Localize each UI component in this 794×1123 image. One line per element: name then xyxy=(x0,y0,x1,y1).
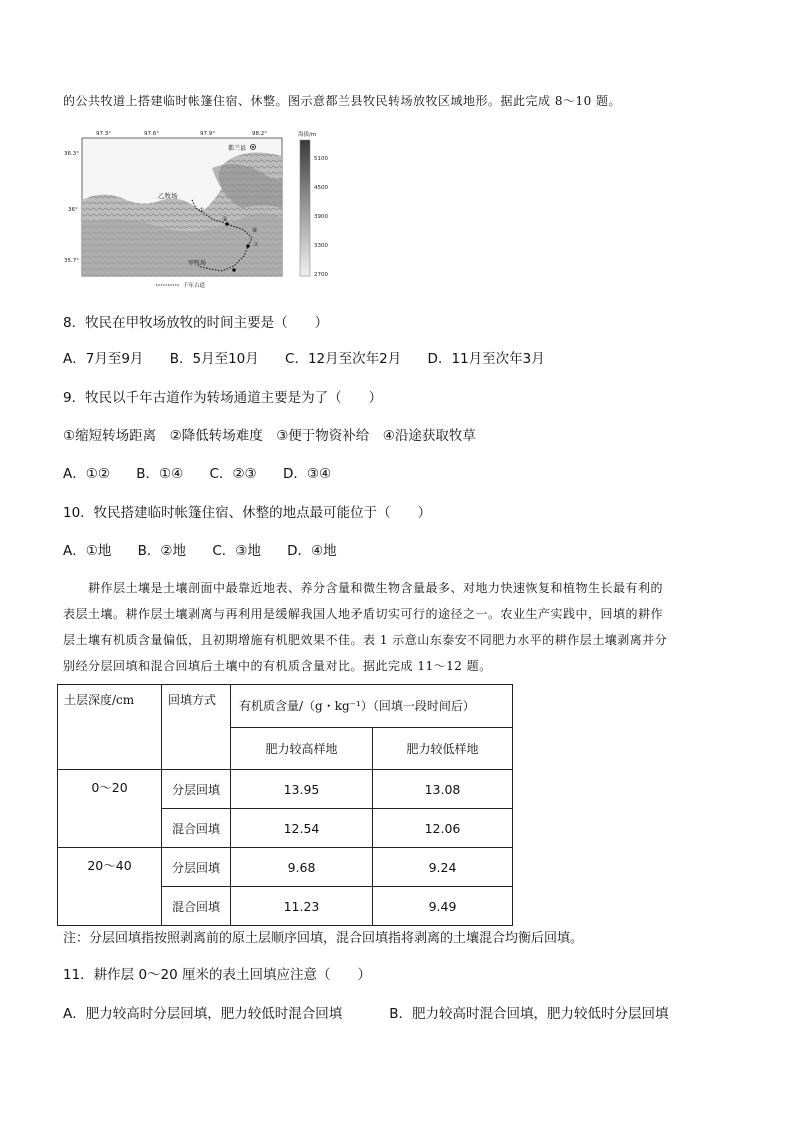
cell-method: 分层回填 xyxy=(162,770,231,809)
passage-line: 层土壤有机质含量偏低，且初期增施有机肥效果不佳。表 1 示意山东泰安不同肥力水平的耕作层土壤剥离并分 xyxy=(63,633,668,647)
option-d[interactable]: D．11月至次年3月 xyxy=(427,351,545,367)
option-c[interactable]: C．12月至次年2月 xyxy=(285,351,402,367)
option-a[interactable]: A．肥力较高时分层回填，肥力较低时混合回填 xyxy=(63,1006,343,1022)
cell-low: 9.24 xyxy=(373,848,513,887)
header-method: 回填方式 xyxy=(162,685,231,770)
option-a[interactable]: A．①地 xyxy=(63,543,112,559)
lat-tick: 35.7° xyxy=(64,258,79,264)
cell-method: 混合回填 xyxy=(162,887,231,926)
option-b[interactable]: B．5月至10月 xyxy=(169,351,259,367)
option-b[interactable]: B．肥力较高时混合回填，肥力较低时分层回填 xyxy=(389,1006,669,1022)
lon-tick: 97.3° xyxy=(96,131,111,137)
cell-high: 11.23 xyxy=(231,887,373,926)
question-11-stem: 11．耕作层 0～20 厘米的表土回填应注意（ ） xyxy=(63,967,372,983)
cell-high: 9.68 xyxy=(231,848,373,887)
lat-tick: 36.3° xyxy=(64,151,79,157)
question-11-options xyxy=(63,1002,669,1022)
question-10-stem: 10．牧民搭建临时帐篷住宿、休整的地点最可能位于（ ） xyxy=(63,505,432,521)
intro-text: 的公共牧道上搭建临时帐篷住宿、休整。图示意都兰县牧民转场放牧区域地形。据此完成 8～10 题。 xyxy=(63,94,622,108)
passage-line: 别经分层回填和混合回填后土壤中的有机质含量对比。据此完成 11～12 题。 xyxy=(63,659,492,673)
cell-depth: 20～40 xyxy=(58,848,162,926)
terrain-map xyxy=(62,128,342,288)
option-a[interactable]: A．①② xyxy=(63,466,110,482)
passage-line: 表层土壤。耕作层土壤剥离与再利用是缓解我国人地矛盾切实可行的途径之一。农业生产实践中，回填的耕作 xyxy=(63,607,664,621)
question-9-choices: ①缩短转场距离 ②降低转场难度 ③便于物资补给 ④沿途获取牧草 xyxy=(63,428,476,444)
header-organic-matter: 有机质含量/（g・kg⁻¹）（回填一段时间后） xyxy=(231,685,513,728)
option-c[interactable]: C．②③ xyxy=(209,466,257,482)
table-note: 注：分层回填指按照剥离前的原土层顺序回填，混合回填指将剥离的土壤混合均衡后回填。 xyxy=(63,931,584,946)
cell-depth: 0～20 xyxy=(58,770,162,848)
cell-method: 混合回填 xyxy=(162,809,231,848)
option-d[interactable]: D．④地 xyxy=(287,543,337,559)
table-row xyxy=(58,848,513,887)
legend-value: 5100 xyxy=(314,156,328,162)
option-b[interactable]: B．①④ xyxy=(136,466,184,482)
legend-value: 4500 xyxy=(314,185,328,191)
point-3: ③ xyxy=(253,241,259,248)
point-4: ④ xyxy=(252,227,258,234)
header-depth: 土层深度/cm xyxy=(58,685,162,770)
county-label: 都兰县 xyxy=(228,145,247,152)
pasture-b-label: 乙牧场 xyxy=(158,192,178,200)
option-a[interactable]: A．7月至9月 xyxy=(63,351,144,367)
question-9-stem: 9．牧民以千年古道作为转场通道主要是为了（ ） xyxy=(63,390,383,406)
cell-low: 12.06 xyxy=(373,809,513,848)
table-row xyxy=(58,770,513,809)
option-d[interactable]: D．③④ xyxy=(282,466,332,482)
legend-value: 2700 xyxy=(314,272,328,278)
cell-low: 13.08 xyxy=(373,770,513,809)
lat-tick: 36° xyxy=(68,207,78,213)
cell-method: 分层回填 xyxy=(162,848,231,887)
organic-matter-table xyxy=(57,684,513,926)
point-2: ② xyxy=(222,216,228,223)
road-legend-label: 千年古道 xyxy=(183,283,206,288)
elevation-legend-bar xyxy=(300,140,310,276)
question-8-stem: 8．牧民在甲牧场放牧的时间主要是（ ） xyxy=(63,315,329,331)
option-b[interactable]: B．②地 xyxy=(137,543,187,559)
lon-tick: 98.2° xyxy=(252,131,267,137)
cell-high: 12.54 xyxy=(231,809,373,848)
lon-tick: 97.6° xyxy=(144,131,159,137)
cell-high: 13.95 xyxy=(231,770,373,809)
subheader-low: 肥力较低样地 xyxy=(373,727,513,770)
lon-tick: 97.9° xyxy=(200,131,215,137)
legend-value: 3900 xyxy=(314,214,328,220)
cell-low: 9.49 xyxy=(373,887,513,926)
question-8-options xyxy=(63,347,567,367)
legend-value: 3300 xyxy=(314,243,328,249)
question-10-options xyxy=(63,539,359,559)
point-1: ① xyxy=(199,207,205,214)
passage-line: 耕作层土壤是土壤剖面中最靠近地表、养分含量和微生物含量最多、对地力快速恢复和植物生长最有利的 xyxy=(88,581,664,595)
subheader-high: 肥力较高样地 xyxy=(231,727,373,770)
question-9-options xyxy=(63,462,353,482)
option-c[interactable]: C．③地 xyxy=(212,543,261,559)
legend-title: 海拔/m xyxy=(298,132,317,138)
pasture-a-label: 甲牧场 xyxy=(188,260,207,267)
